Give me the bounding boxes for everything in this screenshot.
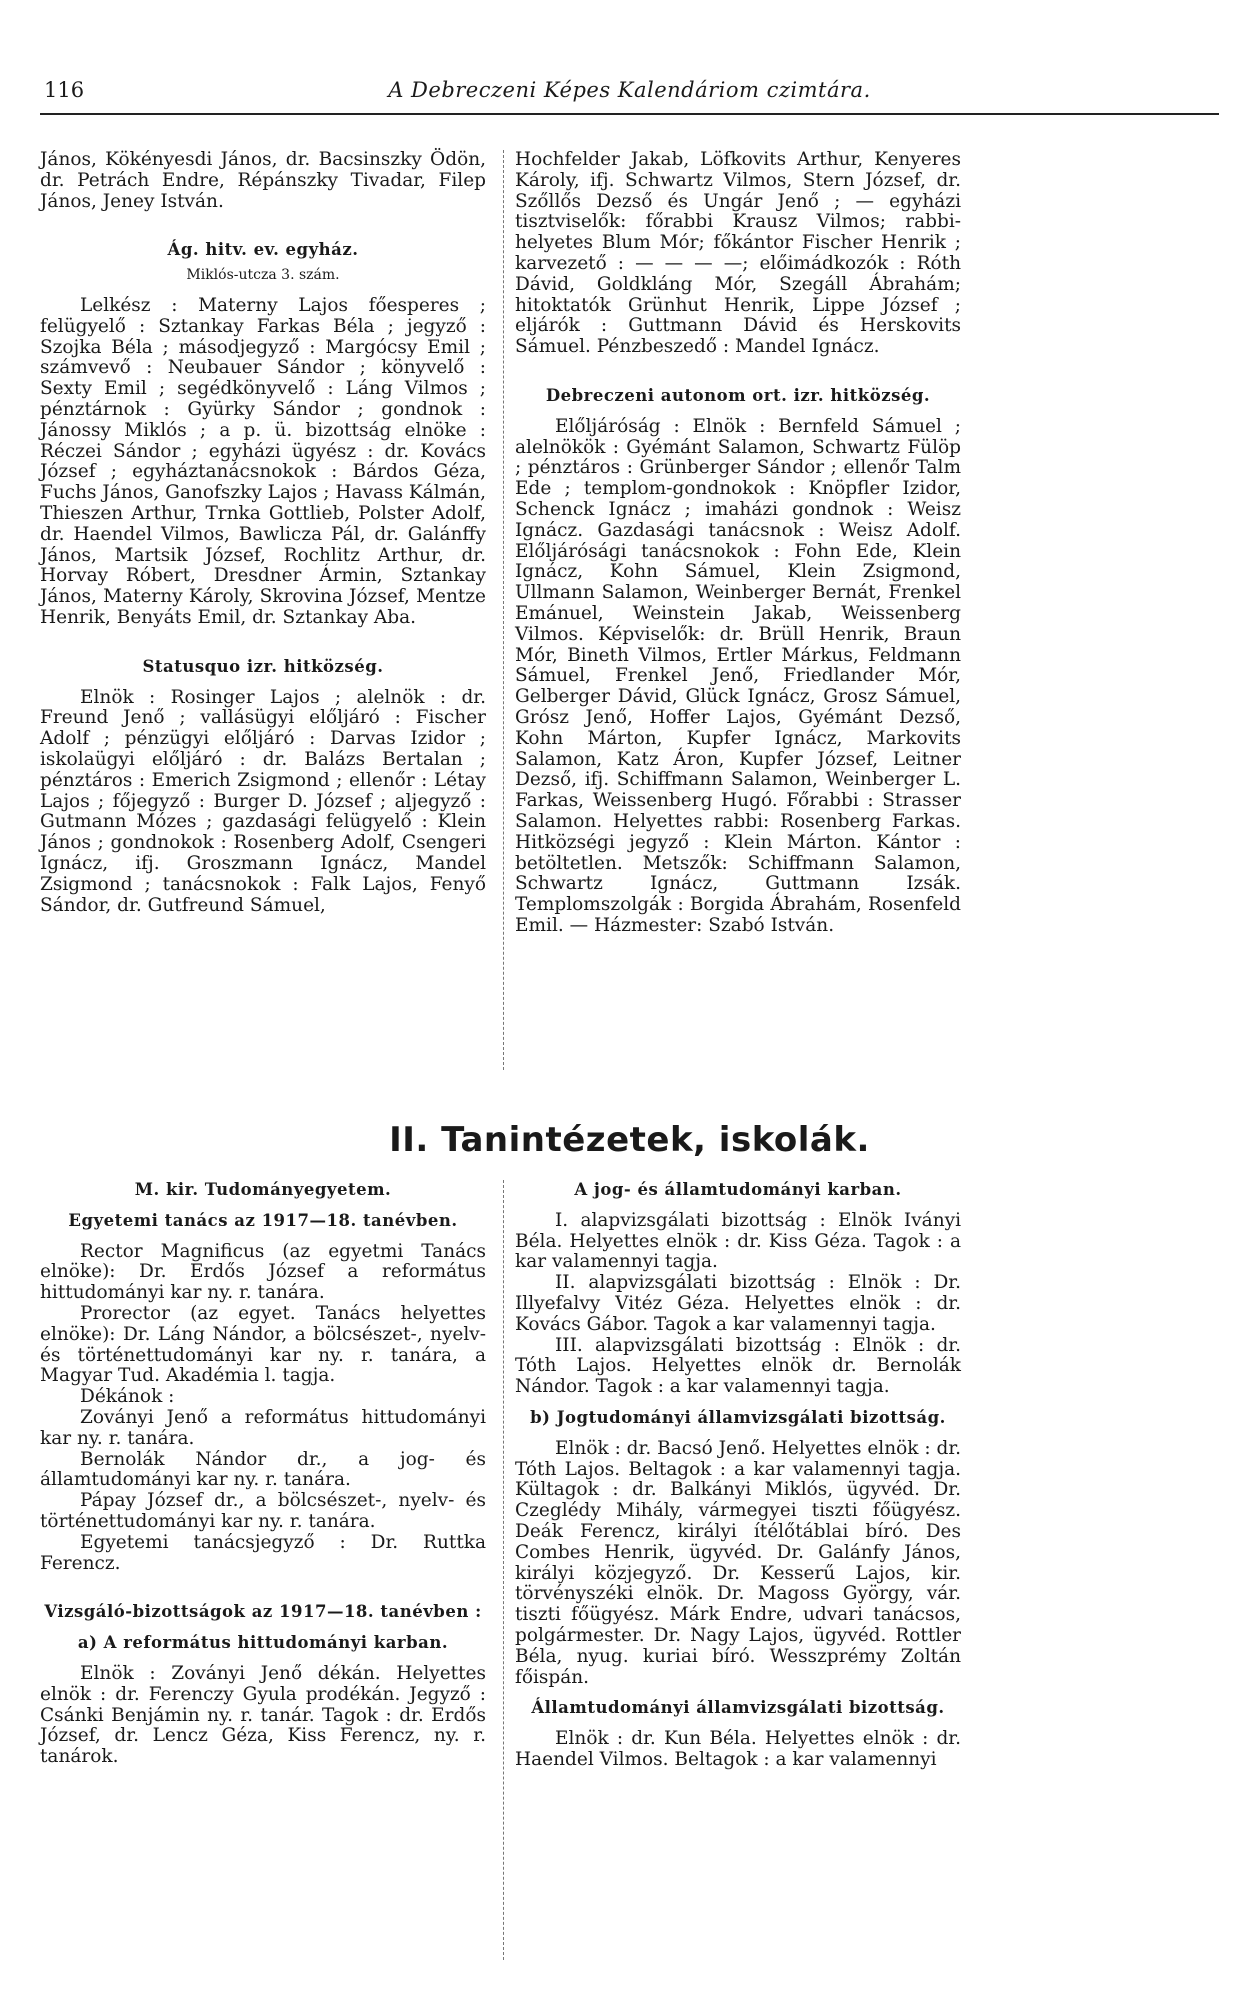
autonom-heading: Debreczeni autonom ort. izr. hitközség. [545,385,931,405]
allam-heading: Államtudományi államvizsgálati bizottság. [531,1698,945,1718]
top-left-column [40,150,486,916]
church-heading: Ág. hitv. ev. egyház. [167,240,359,260]
theology-paragraph: Elnök : Zoványi Jenő dékán. Helyettes elnök : dr. Ferenczy Gyula prodékán. Jegyző : Csánki Benjámin ny. r. tanár. Tagok : dr. Erdős József, dr. Lencz Géza, Kiss Ferencz, ny. r. tanárok. [40,1662,486,1768]
bottom-right-column [515,1180,961,1771]
jog-heading: b) Jogtudományi államvizsgálati bizottság. [530,1407,946,1427]
bottom-left-column [40,1180,486,1768]
law-heading: A jog- és államtudományi karban. [574,1180,902,1199]
jog-paragraph: Elnök : dr. Bacsó Jenő. Helyettes elnök : dr. Tóth Lajos. Beltagok : a kar valamennyi tagja. Kültagok : dr. Balkányi Miklós, ügyvéd. Dr. Czeglédy Mihály, vármegyei tiszti főügyész. Deák Ferencz, királyi ítélőtáblai bíró. Des Combes Henrik, ügyvéd. Dr. Galánfy János, királyi közjegyző. Dr. Kesserű Lajos, kir. törvényszéki elnök. Dr. Magoss György, vár. tiszti főügyész. Márk Endre, udvari tanácsos, polgármester. Dr. Nagy Lajos, ügyvéd. Rottler Béla, nyug. kuriai bíró. Wesszprémy Zoltán főispán. [515,1437,962,1688]
column-divider-bottom [503,1180,504,1960]
intro-paragraph: János, Kökényesdi János, dr. Bacsinszky Ödön, dr. Petrách Endre, Répánszky Tivadar, Filep János, Jeney István. [40,149,486,212]
statusquo-paragraph: Elnök : Rosinger Lajos ; alelnök : dr. Freund Jenő ; vallásügyi előljáró : Fischer Adolf ; pénzügyi előljáró : Darvas Izidor ; iskolaügyi előljáró : dr. Balázs Bertalan ; pénztáros : Emerich Zsigmond ; ellenőr : Létay Lajos ; főjegyző : Burger D. József ; aljegyző : Gutmann Mózes ; gazdasági felügyelő : Klein János ; gondnokok : Rosenberg Adolf, Csengeri Ignácz, ifj. Groszmann Ignácz, Mandel Zsigmond ; tanácsnokok : Falk Lajos, Fenyő Sándor, dr. Gutfreund Sámuel, [40,686,486,916]
section-title: II. Tanintézetek, iskolák. [389,1120,870,1160]
church-paragraph: Lelkész : Materny Lajos főesperes ; felügyelő : Sztankay Farkas Béla ; jegyző : Szojka Béla ; másodjegyző : Margócsy Emil ; számvevő : Neubauer Sándor ; könyvelő : Sexty Emil ; segédkönyvelő : Láng Vilmos ; pénztárnok : Gyürky Sándor ; gondnok : Jánossy Miklós ; a p. ü. bizottság elnöke : Réczei Sándor ; egyházi ügyész : dr. Kovács József ; egyháztanácsnokok : Bárdos Géza, Fuchs János, Ganofszky Lajos ; Havass Kálmán, Thieszen Arthur, Trnka Gottlieb, Polster Adolf, dr. Haendel Vilmos, Bawlicza Pál, dr. Galánffy János, Martsik József, Rochlitz Arthur, dr. Horvay Róbert, Dresdner Ármin, Sztankay János, Materny Károly, Skrovina József, Mentze Henrik, Benyáts Emil, dr. Sztankay Aba. [40,294,486,628]
dean-1: Zoványi Jenő a református hittudományi kar ny. r. tanára. [40,1406,486,1449]
dean-3: Pápay József dr., a bölcsészet-, nyelv- és történettudományi kar ny. r. tanára. [40,1490,486,1532]
page-header [40,78,1219,108]
university-heading: M. kir. Tudományegyetem. [134,1180,392,1199]
rector-paragraph: Rector Magnificus (az egyetmi Tanács elnöke): Dr. Erdős József a református hittudományi kar ny. r. tanára. [40,1240,486,1304]
continuation-paragraph: Hochfelder Jakab, Löfkovits Arthur, Kenyeres Károly, ifj. Schwartz Vilmos, Stern József, dr. Szőllős Dezső és Ungár Jenő ; — egyházi tisztviselők: főrabbi Krausz Vilmos; rabbi-helyetes Blum Mór; főkántor Fischer Henrik ; karvezető : — — — —; előimádkozók : Róth Dávid, Goldkláng Mór, Szegáll Ábrahám; hitoktatók Grünhut Henrik, Lippe József ; eljárók : Guttmann Dávid és Herskovits Sámuel. Pénzbeszedő : Mandel Ignácz. [515,149,961,358]
prorector-paragraph: Prorector (az egyet. Tanács helyettes elnöke): Dr. Láng Nándor, a bölcsészet-, nyelv- és történettudományi kar ny. r. tanára, a Magyar Tud. Akadémia l. tagja. [40,1302,486,1387]
committee-1: I. alapvizsgálati bizottság : Elnök Iványi Béla. Helyettes elnök : dr. Kiss Géza. Tagok : a kar valamennyi tagja. [515,1209,961,1273]
top-right-column [515,150,961,937]
church-address: Miklós-utcza 3. szám. [186,267,340,284]
notary-paragraph: Egyetemi tanácsjegyző : Dr. Ruttka Ferencz. [40,1531,486,1574]
deans-label: Dékánok : [80,1386,175,1408]
committee-2: II. alapvizsgálati bizottság : Elnök : Dr. Illyefalvy Vitéz Géza. Helyettes elnök : dr. Kovács Gábor. Tagok a kar valamennyi tagja. [515,1272,961,1335]
allam-paragraph: Elnök : dr. Kun Béla. Helyettes elnök : dr. Haendel Vilmos. Beltagok : a kar valamennyi [515,1728,961,1770]
theology-heading: a) A református hittudományi karban. [77,1633,449,1653]
header-rule [40,113,1219,115]
autonom-paragraph: Előljáróság : Elnök : Bernfeld Sámuel ; alelnökök : Gyémánt Salamon, Schwartz Fülöp ; pénztáros : Grünberger Sándor ; ellenőr Talm Ede ; templom-gondnokok : Knöpfler Izidor, Schenck Ignácz ; imaházi gondnok : Weisz Ignácz. Gazdasági tanácsnok : Weisz Adolf. Előljárósági tanácsnokok : Fohn Ede, Klein Ignácz, Kohn Sámuel, Klein Zsigmond, Ullmann Salamon, Weinberger Bernát, Frenkel Emánuel, Weinstein Jakab, Weissenberg Vilmos. Képviselők: dr. Brüll Henrik, Braun Mór, Bineth Vilmos, Ertler Márkus, Feldmann Sámuel, Frenkel Jenő, Friedlander Mór, Gelberger Dávid, Glück Ignácz, Grosz Sámuel, Grósz Jenő, Hoffer Lajos, Gyémánt Dezső, Kohn Márton, Kupfer Ignácz, Markovits Salamon, Katz Áron, Kupfer József, Leitner Dezső, ifj. Schiffmann Salamon, Weinberger L. Farkas, Weissenberg Hugó. Főrabbi : Strasser Salamon. Helyettes rabbi: Rosenberg Farkas. Hitközségi jegyző : Klein Márton. Kántor : betöltetlen. Metszők: Schiffmann Salamon, Schwartz Ignácz, Guttmann Izsák. Templomszolgák : Borgida Ábrahám, Rosenfeld Emil. — Házmester: Szabó István. [515,415,961,936]
committee-3: III. alapvizsgálati bizottság : Elnök : dr. Tóth Lajos. Helyettes elnök dr. Bernolák Nándor. Tagok : a kar valamennyi tagja. [515,1334,961,1398]
dean-2: Bernolák Nándor dr., a jog- és államtudományi kar ny. r. tanára. [40,1448,486,1491]
page-number: 116 [44,78,85,102]
council-heading: Egyetemi tanács az 1917—18. tanévben. [68,1210,458,1230]
exam-heading: Vizsgáló-bizottságok az 1917—18. tanévben : [44,1602,482,1622]
column-divider-top [503,150,504,1070]
statusquo-heading: Statusquo izr. hitközség. [142,656,384,676]
running-title: A Debreczeni Képes Kalendáriom czimtára. [388,78,871,102]
